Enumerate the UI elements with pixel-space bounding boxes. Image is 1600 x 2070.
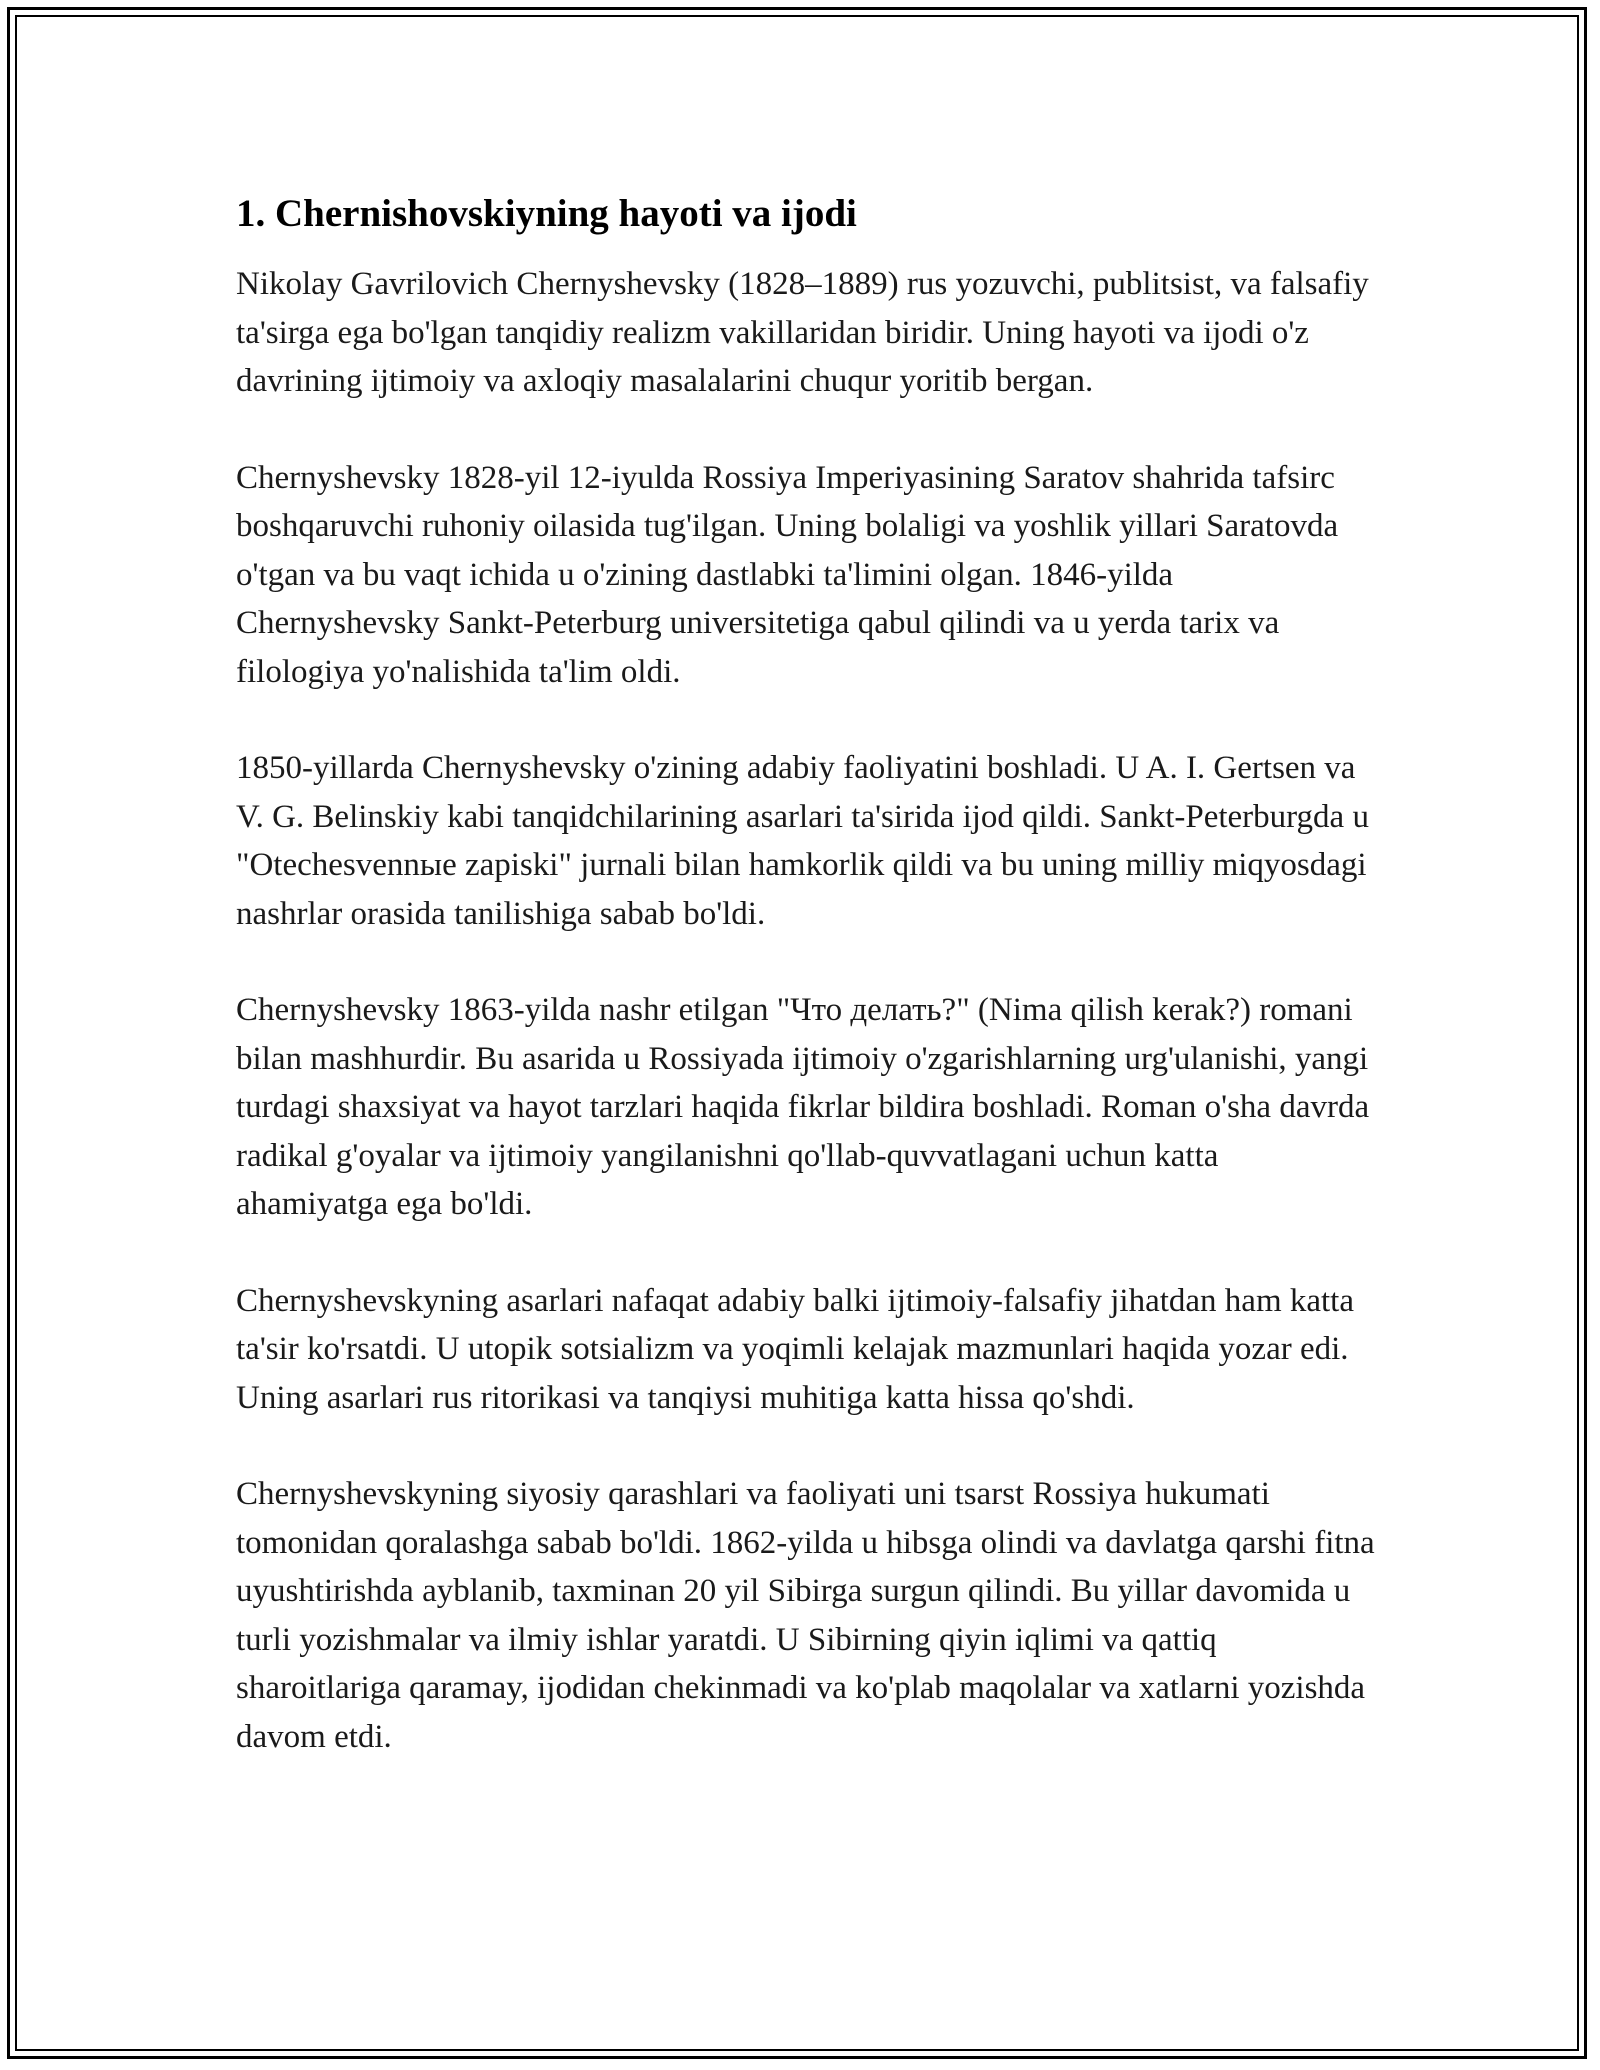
paragraph-early-life: Chernyshevsky 1828-yil 12-iyulda Rossiya Imperiyasining Saratov shahrida tafsirc boshqaruvchi ruhoniy oilasida tug'ilgan. Uning bolaligi va yoshlik yillari Saratovda o'tgan va bu vaqt ichida u o'zining dastlabki ta'limini olgan. 1846-yilda Chernyshevsky Sankt-Peterburg universitetiga qabul qilindi va u yerda tarix va filologiya yo'nalishida ta'lim oldi. — [236, 459, 1339, 690]
paragraph-influence: Chernyshevskyning asarlari nafaqat adabiy balki ijtimoiy-falsafiy jihatdan ham katta ta'sir ko'rsatdi. U utopik sotsializm va yoqimli kelajak mazmunlari haqida yozar edi. Uning asarlari rus ritorikasi va tanqiysi muhitiga katta hissa qo'shdi. — [236, 1282, 1354, 1416]
page-title: 1. Chernishovskiyning hayoti va ijodi — [236, 192, 857, 235]
paragraph-exile: Chernyshevskyning siyosiy qarashlari va faoliyati uni tsarst Rossiya hukumati tomonidan qoralashga sabab bo'ldi. 1862-yilda u hibsga olindi va davlatga qarshi fitna uyushtirishda ayblanib, taxminan 20 yil Sibirga surgun qilindi. Bu yillar davomida u turli yozishmalar va ilmiy ishlar yaratdi. U Sibirning qiyin iqlimi va qattiq sharoitlariga qaramay, ijodidan chekinmadi va ko'plab maqolalar va xatlarni yozishda davom etdi. — [236, 1476, 1375, 1755]
paragraph-intro: Nikolay Gavrilovich Chernyshevsky (1828–1889) rus yozuvchi, publitsist, va falsafiy ta'sirga ega bo'lgan tanqidiy realizm vakillaridan biridir. Uning hayoti va ijodi o'z davrining ijtimoiy va axloqiy masalalarini chuqur yoritib bergan. — [236, 266, 1369, 399]
document-body — [236, 190, 1376, 1809]
paragraph-novel: Chernyshevsky 1863-yilda nashr etilgan "Что делать?" (Nima qilish kerak?) romani bilan mashhurdir. Bu asarida u Rossiyada ijtimoiy o'zgarishlarning urg'ulanishi, yangi turdagi shaxsiyat va hayot tarzlari haqida fikrlar bildira boshladi. Roman o'sha davrda radikal g'oyalar va ijtimoiy yangilanishni qo'llab-quvvatlagani uchun katta ahamiyatga ega bo'ldi. — [236, 992, 1370, 1222]
paragraph-literary-career: 1850-yillarda Chernyshevsky o'zining adabiy faoliyatini boshladi. U A. I. Gertsen va V. G. Belinskiy kabi tanqidchilarining asarlari ta'sirida ijod qildi. Sankt-Peterburgda u "Otechesvennые zapiski" jurnali bilan hamkorlik qildi va bu uning milliy miqyosdagi nashrlar orasida tanilishiga sabab bo'ldi. — [236, 750, 1369, 932]
